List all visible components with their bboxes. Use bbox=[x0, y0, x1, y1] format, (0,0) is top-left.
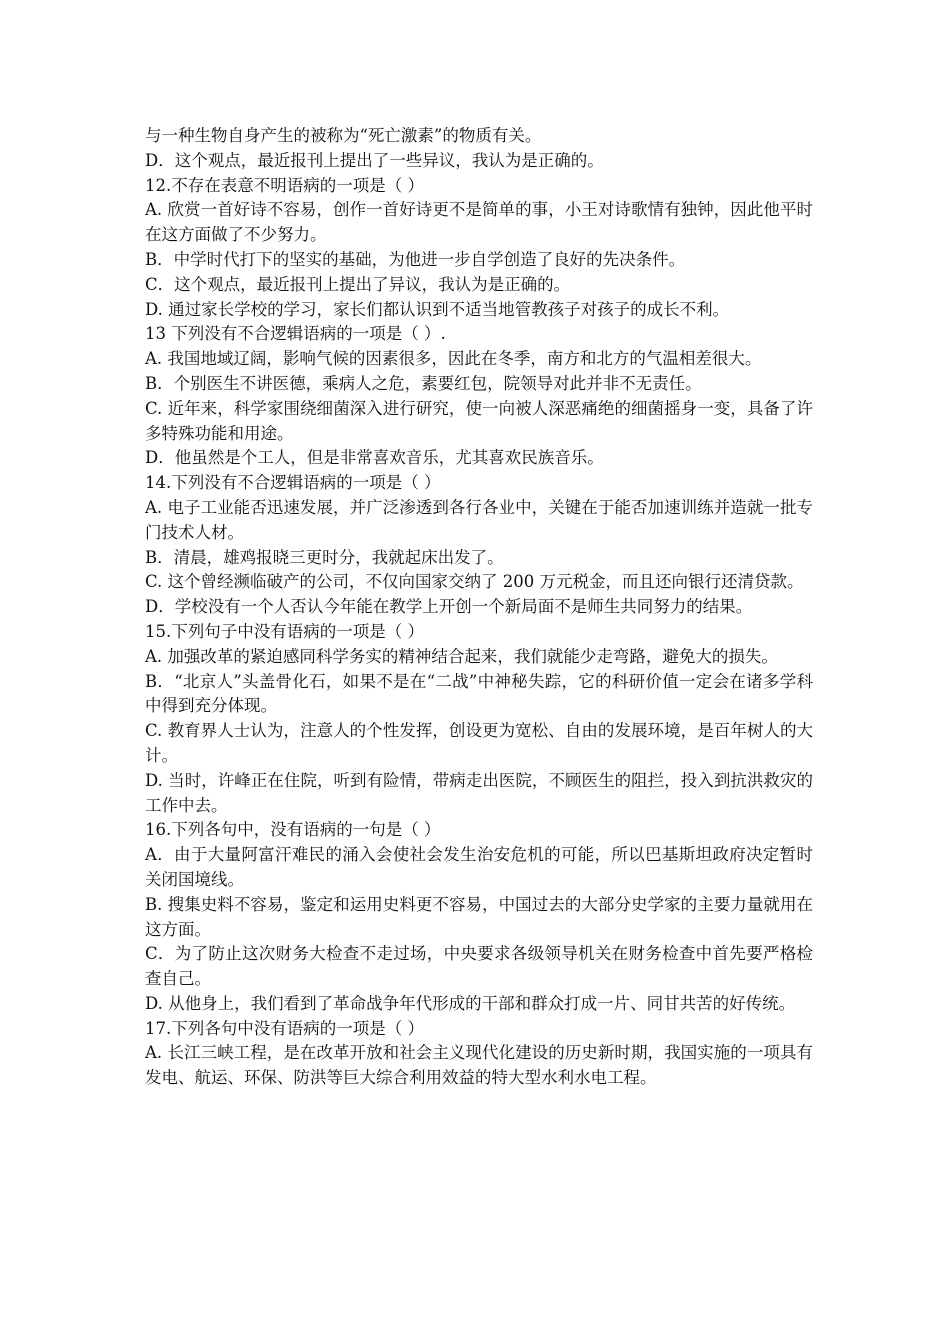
question-title: 12.不存在表意不明语病的一项是（ ） bbox=[145, 175, 424, 195]
option-line: B．中学时代打下的坚实的基础，为他进一步自学创造了良好的先决条件。 bbox=[145, 249, 686, 269]
option-line: D．这个观点，最近报刊上提出了一些异议，我认为是正确的。 bbox=[145, 150, 604, 170]
option-line: A. 我国地域辽阔，影响气候的因素很多，因此在冬季，南方和北方的气温相差很大。 bbox=[145, 349, 762, 369]
option-line: C. 这个曾经濒临破产的公司，不仅向国家交纳了 200 万元税金，而且还向银行还清贷款。 bbox=[145, 572, 804, 592]
option-line: A. 长江三峡工程，是在改革开放和社会主义现代化建设的历史新时期，我国实施的一项具有发电、航运、环保、防洪等巨大综合利用效益的特大型水利水电工程。 bbox=[145, 1043, 813, 1088]
option-line: C．这个观点，最近报刊上提出了异议，我认为是正确的。 bbox=[145, 274, 571, 294]
option-line: B．个别医生不讲医德，乘病人之危，素要红包，院领导对此并非不无责任。 bbox=[145, 373, 702, 393]
document-body bbox=[145, 124, 813, 1091]
question-title: 13 下列没有不合逻辑语病的一项是（ ）. bbox=[145, 324, 446, 344]
text-line: 与一种生物自身产生的被称为“死亡激素”的物质有关。 bbox=[145, 126, 542, 145]
question-title: 14.下列没有不合逻辑语病的一项是（ ） bbox=[145, 473, 441, 493]
question-title: 17.下列各句中没有语病的一项是（ ） bbox=[145, 1018, 424, 1038]
option-line: A. 欣赏一首好诗不容易，创作一首好诗更不是简单的事，小王对诗歌情有独钟，因此他平时在这方面做了不少努力。 bbox=[145, 200, 813, 245]
option-line: D. 通过家长学校的学习，家长们都认识到不适当地管教孩子对孩子的成长不利。 bbox=[145, 299, 730, 319]
question-title: 15.下列句子中没有语病的一项是（ ） bbox=[145, 621, 424, 641]
option-line: C. 教育界人士认为，注意人的个性发挥，创设更为宽松、自由的发展环境，是百年树人的大计。 bbox=[145, 721, 813, 765]
option-line: B．清晨，雄鸡报晓三更时分，我就起床出发了。 bbox=[145, 547, 504, 567]
option-line: D．学校没有一个人否认今年能在教学上开创一个新局面不是师生共同努力的结果。 bbox=[145, 597, 753, 617]
option-line: C．为了防止这次财务大检查不走过场，中央要求各级领导机关在财务检查中首先要严格检查自己。 bbox=[145, 944, 813, 989]
option-line: A. 加强改革的紧迫感同科学务实的精神结合起来，我们就能少走弯路，避免大的损失。 bbox=[145, 646, 778, 666]
question-title: 16.下列各句中，没有语病的一句是（ ） bbox=[145, 820, 441, 840]
option-line: C. 近年来，科学家围绕细菌深入进行研究，使一向被人深恶痛绝的细菌摇身一变，具备了许多特殊功能和用途。 bbox=[145, 398, 813, 443]
option-line: D. 当时，许峰正在住院，听到有险情，带病走出医院，不顾医生的阻拦，投入到抗洪救灾的工作中去。 bbox=[145, 770, 813, 815]
option-line: B．“北京人”头盖骨化石，如果不是在“二战”中神秘失踪，它的科研价值一定会在诸多学科中得到充分体现。 bbox=[145, 671, 813, 716]
option-line: A．由于大量阿富汗难民的涌入会使社会发生治安危机的可能，所以巴基斯坦政府决定暂时关闭国境线。 bbox=[145, 845, 813, 889]
option-line: B. 搜集史料不容易，鉴定和运用史料更不容易，中国过去的大部分史学家的主要力量就用在这方面。 bbox=[145, 894, 813, 939]
option-line: A. 电子工业能否迅速发展，并广泛渗透到各行各业中，关键在于能否加速训练并造就一批专门技术人材。 bbox=[145, 497, 813, 542]
option-line: D. 从他身上，我们看到了革命战争年代形成的干部和群众打成一片、同甘共苦的好传统。 bbox=[145, 993, 796, 1013]
option-line: D．他虽然是个工人，但是非常喜欢音乐，尤其喜欢民族音乐。 bbox=[145, 448, 604, 468]
